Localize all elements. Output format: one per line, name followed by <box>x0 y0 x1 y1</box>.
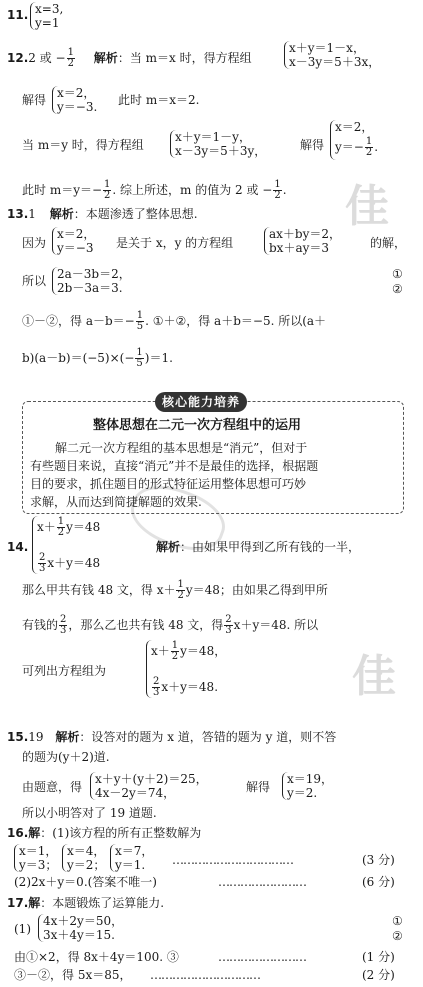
box-line4: 求解，从而达到简捷解题的效果. <box>30 495 202 509</box>
q12-text4a: 此时 m＝y＝− <box>22 183 103 197</box>
q11-number: 11. <box>7 8 29 22</box>
q16-score2: (6 分) <box>362 875 395 889</box>
q16-dots1: …………………………… <box>172 853 293 867</box>
q16-solution2 <box>62 844 105 872</box>
q16-line1 <box>7 826 201 841</box>
q13-text1: ：本题渗透了整体思想. <box>73 207 198 221</box>
q12-text2a: 解得 <box>22 93 47 107</box>
q11-eq1: x=3, <box>35 2 64 16</box>
q16-s1-x: x＝1， <box>19 844 58 858</box>
q17-marker1: ① <box>392 914 403 928</box>
q14-frac-d: $\frac{2}{3}$ <box>60 614 67 636</box>
q12-sys4-eq1: x＝2， <box>335 120 374 134</box>
q15-line1 <box>7 730 336 745</box>
watermark-glyph: 佳 <box>345 181 389 232</box>
q16-text3: (2)2x＋y＝0.(答案不唯一) <box>14 875 157 889</box>
q14-sys2-eq1: x＋ $\frac{1}{2}$ y＝48， <box>151 640 227 662</box>
q13-text4 <box>22 311 326 332</box>
q12-system1 <box>284 41 380 69</box>
q16-number: 16. <box>7 826 29 840</box>
q17-number: 17. <box>7 896 29 910</box>
q13-text5b: (− <box>119 351 135 365</box>
q15-answer: 19 <box>28 730 44 744</box>
q14-text3b: ，那么乙也共有钱 48 文，得 <box>68 618 224 632</box>
q14-text3c: x＋y＝48. 所以 <box>233 618 319 632</box>
q14-text3a: 有钱的 <box>22 618 59 632</box>
q16-s2-y: y＝2； <box>67 858 106 872</box>
q13-text4b: . ①＋②，得 a＋b＝−5. 所以(a＋ <box>145 314 327 328</box>
q12-frac-b: $\frac{1}{2}$ <box>274 179 281 201</box>
q17-text3: 由①×2，得 8x＋4y＝100. ③ <box>14 950 179 964</box>
q12-system2 <box>52 86 97 114</box>
q16-dots2: …………………… <box>218 875 306 889</box>
q14-text2 <box>22 580 328 601</box>
q17-line1 <box>7 896 164 911</box>
q14-sys1-eq2: $\frac{2}{3}$ x＋y＝48 <box>39 552 101 574</box>
q16-solution-label: 解 <box>28 826 41 840</box>
q13-sys1-eq1: x＝2， <box>57 227 96 241</box>
q16-text1: ：(1)该方程的所有正整数解为 <box>40 826 202 840</box>
q12-answer-frac: $\frac{1}{2}$ <box>67 47 74 69</box>
box-line3: 目的要求，抓住题目的形式特征运用整体思想可巧妙 <box>30 477 307 491</box>
q14-text1-body: ：由如果甲得到乙所有钱的一半， <box>180 540 361 554</box>
q17-dots3: …………………… <box>218 950 306 964</box>
q13-frac-a: $\frac{1}{5}$ <box>136 310 144 332</box>
q13-text5 <box>22 348 173 369</box>
q13-text2a: 因为 <box>22 236 47 250</box>
q17-part1: (1) <box>14 922 31 936</box>
q12-line1 <box>7 48 252 69</box>
q13-answer: 1 <box>28 207 36 221</box>
q12-answer: 2 或 − <box>28 51 66 65</box>
q17-sys1-eq2: 3x＋4y＝15. <box>43 928 115 942</box>
q14-frac-b: $\frac{2}{3}$ <box>39 552 46 574</box>
q12-system4 <box>330 120 378 160</box>
q13-text2b: 是关于 x，y 的方程组 <box>116 236 234 250</box>
q13-sys2-eq1: ax＋by＝2， <box>269 227 342 241</box>
q13-system1 <box>52 227 95 255</box>
box-line2: 有些题目来说，直接“消元”并不是最佳的选择，根据题 <box>30 459 319 473</box>
q12-sys3-eq2: x－3y＝5＋3y， <box>175 144 267 158</box>
box-line1: 解二元一次方程组的基本思想是“消元”，但对于 <box>55 441 308 455</box>
q12-text1: ：当 m＝x 时，得方程组 <box>117 51 252 65</box>
q12-text4b: . 综上所述，m 的值为 2 或 − <box>112 183 273 197</box>
q15-number: 15. <box>7 730 29 744</box>
q17-score3: (1 分) <box>362 950 395 964</box>
q17-system1 <box>38 914 123 942</box>
q16-s2-x: x＝4， <box>67 844 106 858</box>
q13-sys2-eq2: bx＋ay＝3 <box>269 241 330 255</box>
q12-sys4-eq2: y＝− $\frac{1}{2}$ . <box>335 136 379 158</box>
q15-sys1-eq2: 4x－2y＝74， <box>95 786 176 800</box>
q14-system2 <box>146 640 226 698</box>
q12-number: 12. <box>7 51 29 65</box>
q13-text5a: b)(a－b)＝(−5)× <box>22 351 120 365</box>
q14-frac-c: $\frac{1}{2}$ <box>177 579 184 601</box>
q12-analysis-label: 解析 <box>93 51 118 65</box>
q17-score4: (2 分) <box>362 968 395 982</box>
q15-text2: 的题为(y＋2)道. <box>22 750 110 764</box>
q12-sys1-eq1: x＋y＝1－x， <box>289 41 365 55</box>
q12-system3 <box>170 130 266 158</box>
q14-text2b: y＝48；由如果乙得到甲所 <box>185 583 328 597</box>
q11-eq2: y=1 <box>35 16 60 30</box>
q14-frac-f: $\frac{1}{2}$ <box>171 640 179 662</box>
q13-frac-b: $\frac{1}{5}$ <box>136 347 143 369</box>
q15-text1: ：设答对的题为 x 道，答错的题为 y 道，则不答 <box>79 730 337 744</box>
q13-number: 13. <box>7 207 29 221</box>
q12-sys1-eq2: x－3y＝5＋3x， <box>289 55 381 69</box>
q12-sys2-eq1: x＝2， <box>57 86 96 100</box>
q12-text3a: 当 m＝y 时，得方程组 <box>22 138 144 152</box>
q15-text3a: 由题意，得 <box>22 780 83 794</box>
q17-sys1-eq1: 4x＋2y＝50， <box>43 914 124 928</box>
q17-marker2: ② <box>392 929 403 943</box>
q13-text3a: 所以 <box>22 274 47 288</box>
q13-system3 <box>52 267 131 295</box>
q16-solution1 <box>14 844 57 872</box>
q17-text1: ：本题锻炼了运算能力. <box>40 896 165 910</box>
q16-solution3 <box>110 844 153 872</box>
q16-score1: (3 分) <box>362 853 395 867</box>
q16-s3-y: y＝1. <box>115 858 146 872</box>
q12-text4 <box>22 180 287 201</box>
q13-line1 <box>7 207 198 222</box>
q13-sys3-eq1: 2a－3b＝2， <box>57 267 131 281</box>
q13-system2 <box>264 227 341 255</box>
q14-text1 <box>156 540 360 555</box>
q14-sys2-eq2: $\frac{2}{3}$ x＋y＝48. <box>153 676 219 698</box>
q16-s1-y: y＝3； <box>19 858 58 872</box>
q12-sys2-eq2: y＝−3. <box>57 100 98 114</box>
q11-system <box>30 2 63 30</box>
q12-frac-a: $\frac{1}{2}$ <box>104 179 111 201</box>
q13-text2c: 的解， <box>370 236 407 250</box>
q13-text5c: )＝1. <box>144 351 173 365</box>
q13-sys3-eq2: 2b－3a＝3. <box>57 281 123 295</box>
q12-text4c: . <box>282 183 287 197</box>
q14-frac-a: $\frac{1}{2}$ <box>57 516 65 538</box>
q12-text2b: 此时 m＝x＝2. <box>118 93 200 107</box>
q12-sys3-eq1: x＋y＝1－y， <box>175 130 251 144</box>
box-title: 整体思想在二元一次方程组中的运用 <box>93 418 302 433</box>
q14-system1 <box>32 516 100 574</box>
q17-solution-label: 解 <box>28 896 41 910</box>
q12-sys4-frac: $\frac{1}{2}$ <box>365 136 373 158</box>
q14-analysis-label: 解析 <box>156 540 181 554</box>
q16-s3-x: x＝7， <box>115 844 154 858</box>
q15-system1 <box>90 772 208 800</box>
q12-text3b: 解得 <box>300 138 325 152</box>
q15-sys1-eq1: x＋y＋(y＋2)＝25， <box>95 772 208 786</box>
q14-sys1-eq1: x＋ $\frac{1}{2}$ y＝48 <box>37 516 101 538</box>
q14-number: 14. <box>7 540 29 554</box>
q14-text4: 可列出方程组为 <box>22 664 107 678</box>
q13-sys1-eq2: y＝−3 <box>57 241 94 255</box>
q17-text4: ③－②，得 5x＝85， <box>14 968 132 982</box>
q14-frac-g: $\frac{2}{3}$ <box>153 676 160 698</box>
q15-analysis-label: 解析 <box>55 730 80 744</box>
q15-text4: 所以小明答对了 19 道题. <box>22 806 157 820</box>
q15-system2 <box>282 772 333 800</box>
q14-text2a: 那么甲共有钱 48 文，得 x＋ <box>22 583 176 597</box>
q13-marker1: ① <box>392 267 403 281</box>
core-ability-banner: 核心能力培养 <box>155 392 247 412</box>
q15-text3b: 解得 <box>246 780 271 794</box>
q14-text3 <box>22 615 318 636</box>
q13-marker2: ② <box>392 282 403 296</box>
watermark-glyph: 佳 <box>352 651 396 702</box>
q15-sys2-eq2: y＝2. <box>287 786 318 800</box>
q17-dots4: ………………………… <box>150 968 260 982</box>
q13-analysis-label: 解析 <box>49 207 74 221</box>
q13-text4a: ①－②，得 a－b＝− <box>22 314 135 328</box>
q14-frac-e: $\frac{2}{3}$ <box>225 614 232 636</box>
q15-sys2-eq1: x＝19， <box>287 772 334 786</box>
